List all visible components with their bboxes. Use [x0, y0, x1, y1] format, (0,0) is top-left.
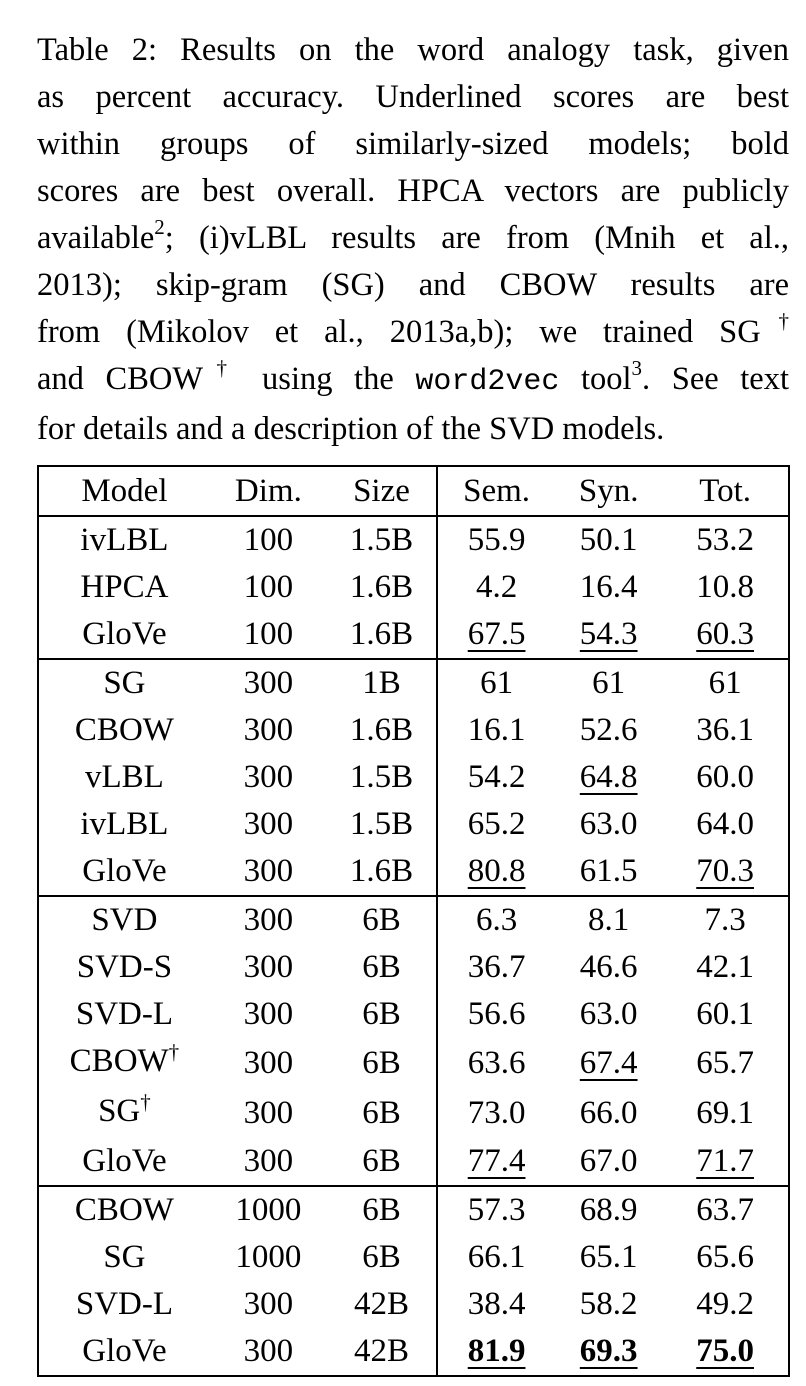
cell-syn: 58.2: [579, 1286, 638, 1322]
caption-text: available: [37, 220, 155, 256]
table-row: [38, 896, 789, 944]
cell-tot: [662, 1328, 789, 1376]
cell-size: 6B: [327, 1088, 437, 1138]
caption-line: as percent accuracy. Underlined scores are best: [37, 79, 789, 115]
underlined-score: 70.3: [696, 853, 754, 889]
cell-model: SG: [38, 659, 210, 707]
cell-tot: 60.1: [696, 996, 754, 1032]
cell-size: 6B: [327, 896, 437, 944]
underlined-score: 67.5: [467, 616, 526, 652]
cell-size: 1.5B: [327, 801, 437, 848]
results-table: [37, 465, 790, 1377]
cell-model: GloVe: [82, 616, 167, 652]
cell-sem: 55.9: [467, 522, 526, 558]
model-name: CBOW: [69, 1043, 169, 1079]
cell-sem: 61: [437, 659, 555, 707]
caption-text: tool: [559, 361, 632, 397]
cell-model: GloVe: [82, 1333, 167, 1369]
table-row: [38, 801, 789, 848]
caption-line: Table 2: Results on the word analogy task, given: [37, 32, 789, 68]
cell-model: GloVe: [82, 853, 167, 889]
cell-dim: 300: [243, 949, 294, 985]
cell-size: 42B: [327, 1328, 437, 1376]
cell-dim: 300: [243, 853, 294, 889]
cell-sem: [437, 1328, 555, 1376]
cell-syn: 66.0: [579, 1094, 638, 1131]
dagger-marker: †: [168, 1040, 180, 1064]
table-row: [38, 564, 789, 611]
cell-model: SVD-L: [75, 1286, 174, 1322]
cell-dim: 300: [243, 1286, 294, 1322]
cell-dim: 300: [243, 1044, 294, 1081]
cell-size: 1.6B: [327, 564, 437, 611]
table-row: [38, 611, 789, 659]
cell-tot: 63.7: [662, 1186, 789, 1234]
cell-tot: [662, 611, 789, 659]
cell-dim: 100: [243, 616, 294, 652]
cell-size: 42B: [327, 1281, 437, 1328]
cell-dim: 300: [210, 659, 327, 707]
cell-syn: 63.0: [579, 806, 638, 842]
header-model: Model: [38, 466, 210, 516]
cell-tot: 65.7: [696, 1044, 754, 1081]
table-row: [38, 1088, 789, 1138]
cell-sem: 63.6: [467, 1044, 526, 1081]
cell-size: 6B: [327, 1186, 437, 1234]
table-row: [38, 1234, 789, 1281]
cell-tot: 53.2: [696, 522, 754, 558]
cell-tot: 49.2: [696, 1286, 754, 1322]
table-row: [38, 754, 789, 801]
cell-tot: [662, 1138, 789, 1186]
cell-model: SVD-S: [76, 949, 173, 985]
cell-syn: [555, 1038, 662, 1088]
cell-model: SG: [103, 1239, 146, 1275]
table-row: [38, 516, 789, 564]
caption-text: using the: [240, 361, 416, 397]
cell-tot: [662, 848, 789, 896]
table-row: [38, 707, 789, 754]
cell-model: SVD-L: [75, 996, 174, 1032]
table-row: [38, 991, 789, 1038]
caption-line: [37, 309, 789, 356]
cell-model: vLBL: [85, 759, 164, 795]
cell-syn: 63.0: [579, 996, 638, 1032]
table-row: [38, 1281, 789, 1328]
table-row: [38, 944, 789, 991]
caption-line: 2013); skip-gram (SG) and CBOW results are: [37, 267, 789, 303]
underlined-score: 77.4: [467, 1143, 526, 1179]
cell-syn: 52.6: [579, 712, 638, 748]
underlined-score: 60.3: [696, 616, 754, 652]
cell-sem: [437, 848, 555, 896]
cell-dim: 300: [243, 1333, 294, 1369]
cell-syn: 61.5: [579, 853, 638, 889]
header-size: Size: [327, 466, 437, 516]
header-sem: Sem.: [437, 466, 555, 516]
cell-size: 6B: [327, 1038, 437, 1088]
cell-tot: 69.1: [696, 1094, 754, 1131]
cell-dim: 1000: [210, 1186, 327, 1234]
cell-tot: 64.0: [696, 806, 754, 842]
cell-sem: 73.0: [467, 1094, 526, 1131]
cell-syn: 46.6: [579, 949, 638, 985]
cell-size: 6B: [327, 991, 437, 1038]
caption-line: [37, 356, 789, 406]
header-syn: Syn.: [555, 466, 662, 516]
table-row: [38, 659, 789, 707]
cell-dim: 300: [243, 1094, 294, 1131]
cell-dim: 300: [243, 806, 294, 842]
cell-syn: 50.1: [579, 522, 638, 558]
caption-line: scores are best overall. HPCA vectors are publicly: [37, 173, 789, 209]
cell-dim: 300: [243, 1143, 294, 1179]
cell-tot: 61: [662, 659, 789, 707]
caption-text: and CBOW: [37, 361, 204, 397]
table-row: [38, 1186, 789, 1234]
cell-dim: 300: [243, 996, 294, 1032]
cell-model: [38, 1038, 210, 1088]
cell-model: CBOW: [74, 712, 174, 748]
cell-model: GloVe: [82, 1143, 167, 1179]
cell-tot: 36.1: [696, 712, 754, 748]
cell-model: HPCA: [80, 569, 169, 605]
caption-line: for details and a description of the SVD models.: [37, 411, 665, 447]
cell-syn: 67.0: [579, 1143, 638, 1179]
cell-sem: 36.7: [467, 949, 526, 985]
cell-sem: 54.2: [467, 759, 526, 795]
best-score: 75.0: [696, 1333, 754, 1369]
cell-syn: [555, 1328, 662, 1376]
cell-dim: 300: [243, 759, 294, 795]
cell-syn: 8.1: [555, 896, 662, 944]
cell-size: 6B: [327, 1138, 437, 1186]
caption-text: . See text: [642, 361, 790, 397]
underlined-score: 67.4: [579, 1044, 638, 1081]
cell-size: 1.5B: [327, 516, 437, 564]
underlined-score: 64.8: [579, 759, 638, 795]
cell-model: ivLBL: [80, 522, 169, 558]
cell-dim: 300: [210, 896, 327, 944]
model-name: SG: [98, 1093, 141, 1129]
cell-syn: 16.4: [579, 569, 638, 605]
cell-size: 1.6B: [327, 848, 437, 896]
code-text: word2vec: [415, 365, 560, 399]
footnote-marker: 3: [631, 356, 643, 381]
dagger-marker: †: [140, 1090, 151, 1114]
cell-dim: 100: [243, 569, 294, 605]
underlined-score: 71.7: [696, 1143, 754, 1179]
caption-text: from (Mikolov et al., 2013a,b); we trained SG: [37, 314, 761, 350]
cell-size: 1.6B: [327, 707, 437, 754]
cell-tot: 65.6: [696, 1239, 754, 1275]
cell-size: 1B: [327, 659, 437, 707]
caption-line: within groups of similarly-sized models; bold: [37, 126, 789, 162]
cell-size: 1.6B: [327, 611, 437, 659]
table-caption: [37, 27, 789, 453]
cell-sem: 66.1: [467, 1239, 526, 1275]
table-row: [38, 1328, 789, 1376]
dagger-marker: †: [203, 356, 241, 381]
cell-size: 1.5B: [327, 754, 437, 801]
header-dim: Dim.: [210, 466, 327, 516]
footnote-marker: 2: [154, 215, 165, 240]
cell-tot: 7.3: [662, 896, 789, 944]
caption-text: ; (i)vLBL results are from (Mnih et al.,: [164, 220, 789, 256]
best-score: 81.9: [467, 1333, 526, 1369]
cell-model: ivLBL: [80, 806, 169, 842]
cell-size: 6B: [327, 1234, 437, 1281]
cell-model: CBOW: [38, 1186, 210, 1234]
cell-sem: 56.6: [467, 996, 526, 1032]
cell-sem: [437, 611, 555, 659]
cell-sem: 65.2: [467, 806, 526, 842]
cell-dim: 300: [243, 712, 294, 748]
dagger-marker: †: [760, 309, 789, 334]
cell-syn: 65.1: [579, 1239, 638, 1275]
header-tot: Tot.: [662, 466, 789, 516]
table-row: [38, 1138, 789, 1186]
table-row: [38, 848, 789, 896]
cell-sem: 38.4: [467, 1286, 526, 1322]
cell-tot: 42.1: [696, 949, 754, 985]
cell-dim: 100: [243, 522, 294, 558]
cell-syn: 68.9: [555, 1186, 662, 1234]
underlined-score: 80.8: [467, 853, 526, 889]
cell-syn: [555, 754, 662, 801]
table-body: [38, 516, 789, 1376]
cell-sem: 16.1: [467, 712, 526, 748]
cell-sem: [437, 1138, 555, 1186]
cell-sem: 6.3: [437, 896, 555, 944]
cell-syn: 61: [555, 659, 662, 707]
table-row: [38, 1038, 789, 1088]
underlined-score: 54.3: [579, 616, 638, 652]
header-row: [38, 466, 789, 516]
cell-sem: 4.2: [475, 569, 518, 605]
caption-line: [37, 215, 789, 262]
cell-size: 6B: [327, 944, 437, 991]
cell-tot: 10.8: [696, 569, 754, 605]
cell-tot: 60.0: [696, 759, 754, 795]
cell-sem: 57.3: [437, 1186, 555, 1234]
best-score: 69.3: [579, 1333, 638, 1369]
cell-model: SVD: [38, 896, 210, 944]
cell-model: [38, 1088, 210, 1138]
cell-dim: 1000: [235, 1239, 302, 1275]
cell-syn: [555, 611, 662, 659]
